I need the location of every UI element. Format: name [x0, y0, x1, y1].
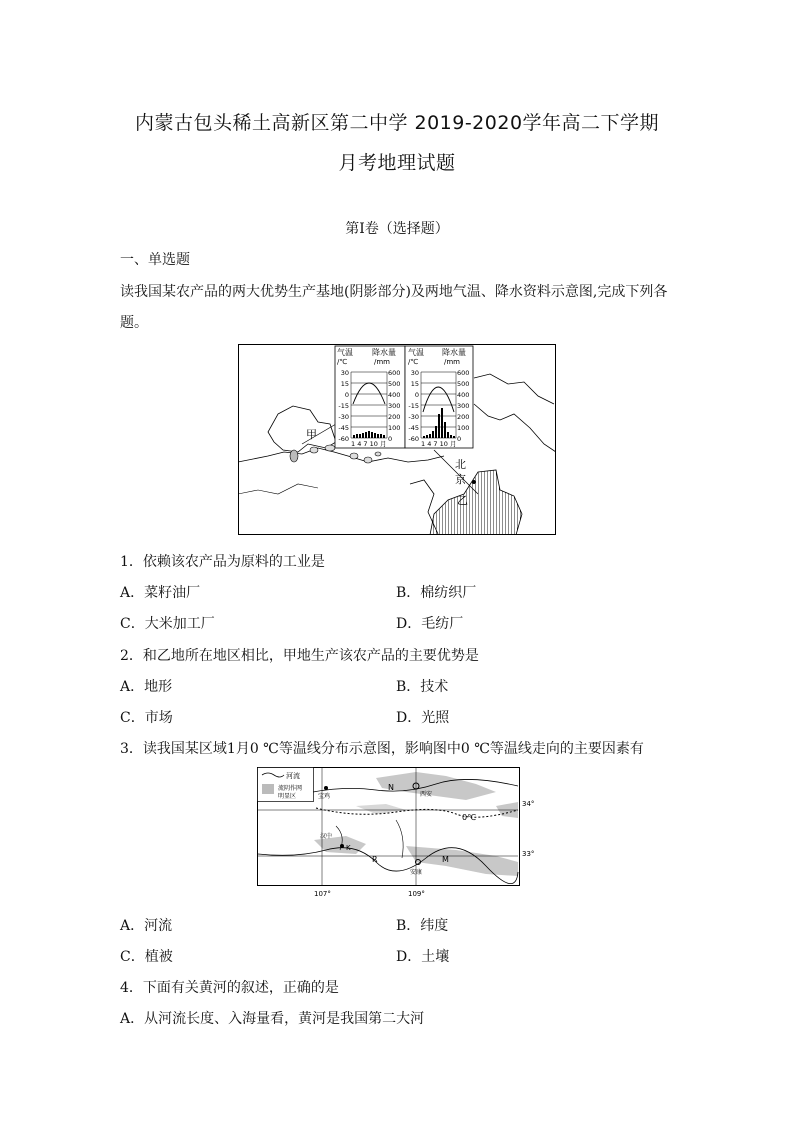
intro-text-line1: 读我国某农产品的两大优势生产基地(阴影部分)及两地气温、降水资料示意图,完成下列各	[120, 284, 668, 300]
chart2-precip-tick: 300	[457, 402, 470, 410]
chart2-temp-tick: -15	[408, 402, 419, 410]
chart1-temp-label: 气温	[337, 348, 353, 357]
chart1-precip-tick: 600	[388, 369, 401, 377]
lat-34-label: 34°	[522, 800, 535, 808]
chart1-month-ticks: 1 4 7 10 月	[351, 440, 387, 448]
question-3-option-a[interactable]: A．河流	[120, 918, 173, 934]
question-1-option-a[interactable]: A．菜籽油厂	[120, 585, 201, 601]
chart1-temp-tick: -30	[338, 413, 349, 421]
chart2-temp-tick: 0	[414, 391, 419, 399]
question-1-option-d[interactable]: D．毛纺厂	[396, 616, 464, 632]
legend-river-label: 河流	[286, 772, 300, 780]
legend-shade-label-2: 明显区	[278, 793, 297, 800]
crop-base-map	[238, 344, 556, 535]
question-2-option-a[interactable]: A．地形	[120, 679, 173, 695]
exam-title-line2: 月考地理试题	[338, 152, 456, 174]
intro-text-line2: 题。	[120, 315, 148, 331]
volume-heading: 第Ⅰ卷（选择题）	[345, 221, 449, 237]
map-label-jia: 甲	[306, 428, 317, 441]
city-baoji: 宝鸡	[318, 793, 331, 800]
map-label-yi: 乙	[457, 494, 468, 507]
chart2-temp-unit: /℃	[408, 358, 419, 366]
chart2-month-ticks: 1 4 7 10 月	[421, 440, 457, 448]
chart1-temp-tick: -45	[338, 424, 349, 432]
part-heading: 一、单选题	[120, 252, 190, 268]
chart2-temp-tick: -30	[408, 413, 419, 421]
chart1-precip-tick: 400	[388, 391, 401, 399]
question-3-stem: 3．读我国某区域1月0 ℃等温线分布示意图，影响图中0 ℃等温线走向的主要因素有	[120, 741, 644, 757]
exam-title-line1: 内蒙古包头稀土高新区第二中学 2019-2020学年高二下学期	[134, 112, 660, 134]
point-N: N	[388, 783, 394, 792]
chart1-precip-tick: 0	[388, 435, 393, 443]
chart2-temp-tick: -60	[408, 435, 419, 443]
chart1-temp-tick: -15	[338, 402, 349, 410]
chart1-temp-tick: 30	[340, 369, 349, 377]
chart1-temp-tick: 0	[344, 391, 349, 399]
question-3-option-d[interactable]: D．土壤	[396, 949, 450, 965]
point-M: M	[442, 855, 449, 864]
city-ankang: 安康	[410, 869, 423, 876]
chart1-temp-unit: /℃	[337, 358, 348, 366]
city-hanzhong: 汉中	[320, 833, 333, 840]
city-xian: 西安	[420, 791, 433, 798]
question-4-stem: 4．下面有关黄河的叙述，正确的是	[120, 980, 339, 996]
chart2-temp-label: 气温	[408, 348, 424, 357]
chart2-temp-tick: 15	[410, 380, 419, 388]
lon-109-label: 109°	[408, 890, 425, 898]
chart2-temp-tick: -45	[408, 424, 419, 432]
chart2-precip-unit: /mm	[444, 358, 460, 366]
chart2-precip-tick: 200	[457, 413, 470, 421]
legend-shade-label-1: 流阴作网	[278, 785, 303, 792]
question-3-option-b[interactable]: B．纬度	[396, 918, 449, 934]
chart2-precip-tick: 0	[457, 435, 462, 443]
chart2-precip-tick: 500	[457, 380, 470, 388]
question-2-option-d[interactable]: D．光照	[396, 710, 450, 726]
chart1-precip-tick: 300	[388, 402, 401, 410]
chart1-temp-tick: 15	[340, 380, 349, 388]
point-R: R	[372, 855, 378, 864]
chart1-precip-tick: 500	[388, 380, 401, 388]
question-3-option-c[interactable]: C．植被	[120, 949, 173, 965]
question-1-stem: 1．依赖该农产品为原料的工业是	[120, 554, 325, 570]
isotherm-map	[256, 766, 542, 901]
map-label-beijing-1: 北	[455, 458, 466, 471]
isotherm-label: 0℃	[462, 813, 477, 822]
question-1-option-c[interactable]: C．大米加工厂	[120, 616, 215, 632]
chart2-temp-tick: 30	[410, 369, 419, 377]
question-2-option-b[interactable]: B．技术	[396, 679, 449, 695]
question-2-option-c[interactable]: C．市场	[120, 710, 173, 726]
chart2-precip-tick: 100	[457, 424, 470, 432]
chart2-precip-tick: 600	[457, 369, 470, 377]
chart1-precip-tick: 100	[388, 424, 401, 432]
chart1-temp-tick: -60	[338, 435, 349, 443]
question-2-stem: 2．和乙地所在地区相比，甲地生产该农产品的主要优势是	[120, 648, 479, 664]
lon-107-label: 107°	[314, 890, 331, 898]
chart2-precip-label: 降水量	[442, 348, 466, 357]
chart1-precip-unit: /mm	[374, 358, 390, 366]
map-label-beijing-2: 京	[455, 473, 466, 486]
question-1-option-b[interactable]: B．棉纺织厂	[396, 585, 477, 601]
chart2-precip-tick: 400	[457, 391, 470, 399]
lat-33-label: 33°	[522, 850, 535, 858]
point-K: K	[346, 844, 351, 852]
chart1-precip-tick: 200	[388, 413, 401, 421]
chart1-precip-label: 降水量	[372, 348, 396, 357]
question-4-option-a[interactable]: A．从河流长度、入海量看，黄河是我国第二大河	[120, 1011, 425, 1027]
